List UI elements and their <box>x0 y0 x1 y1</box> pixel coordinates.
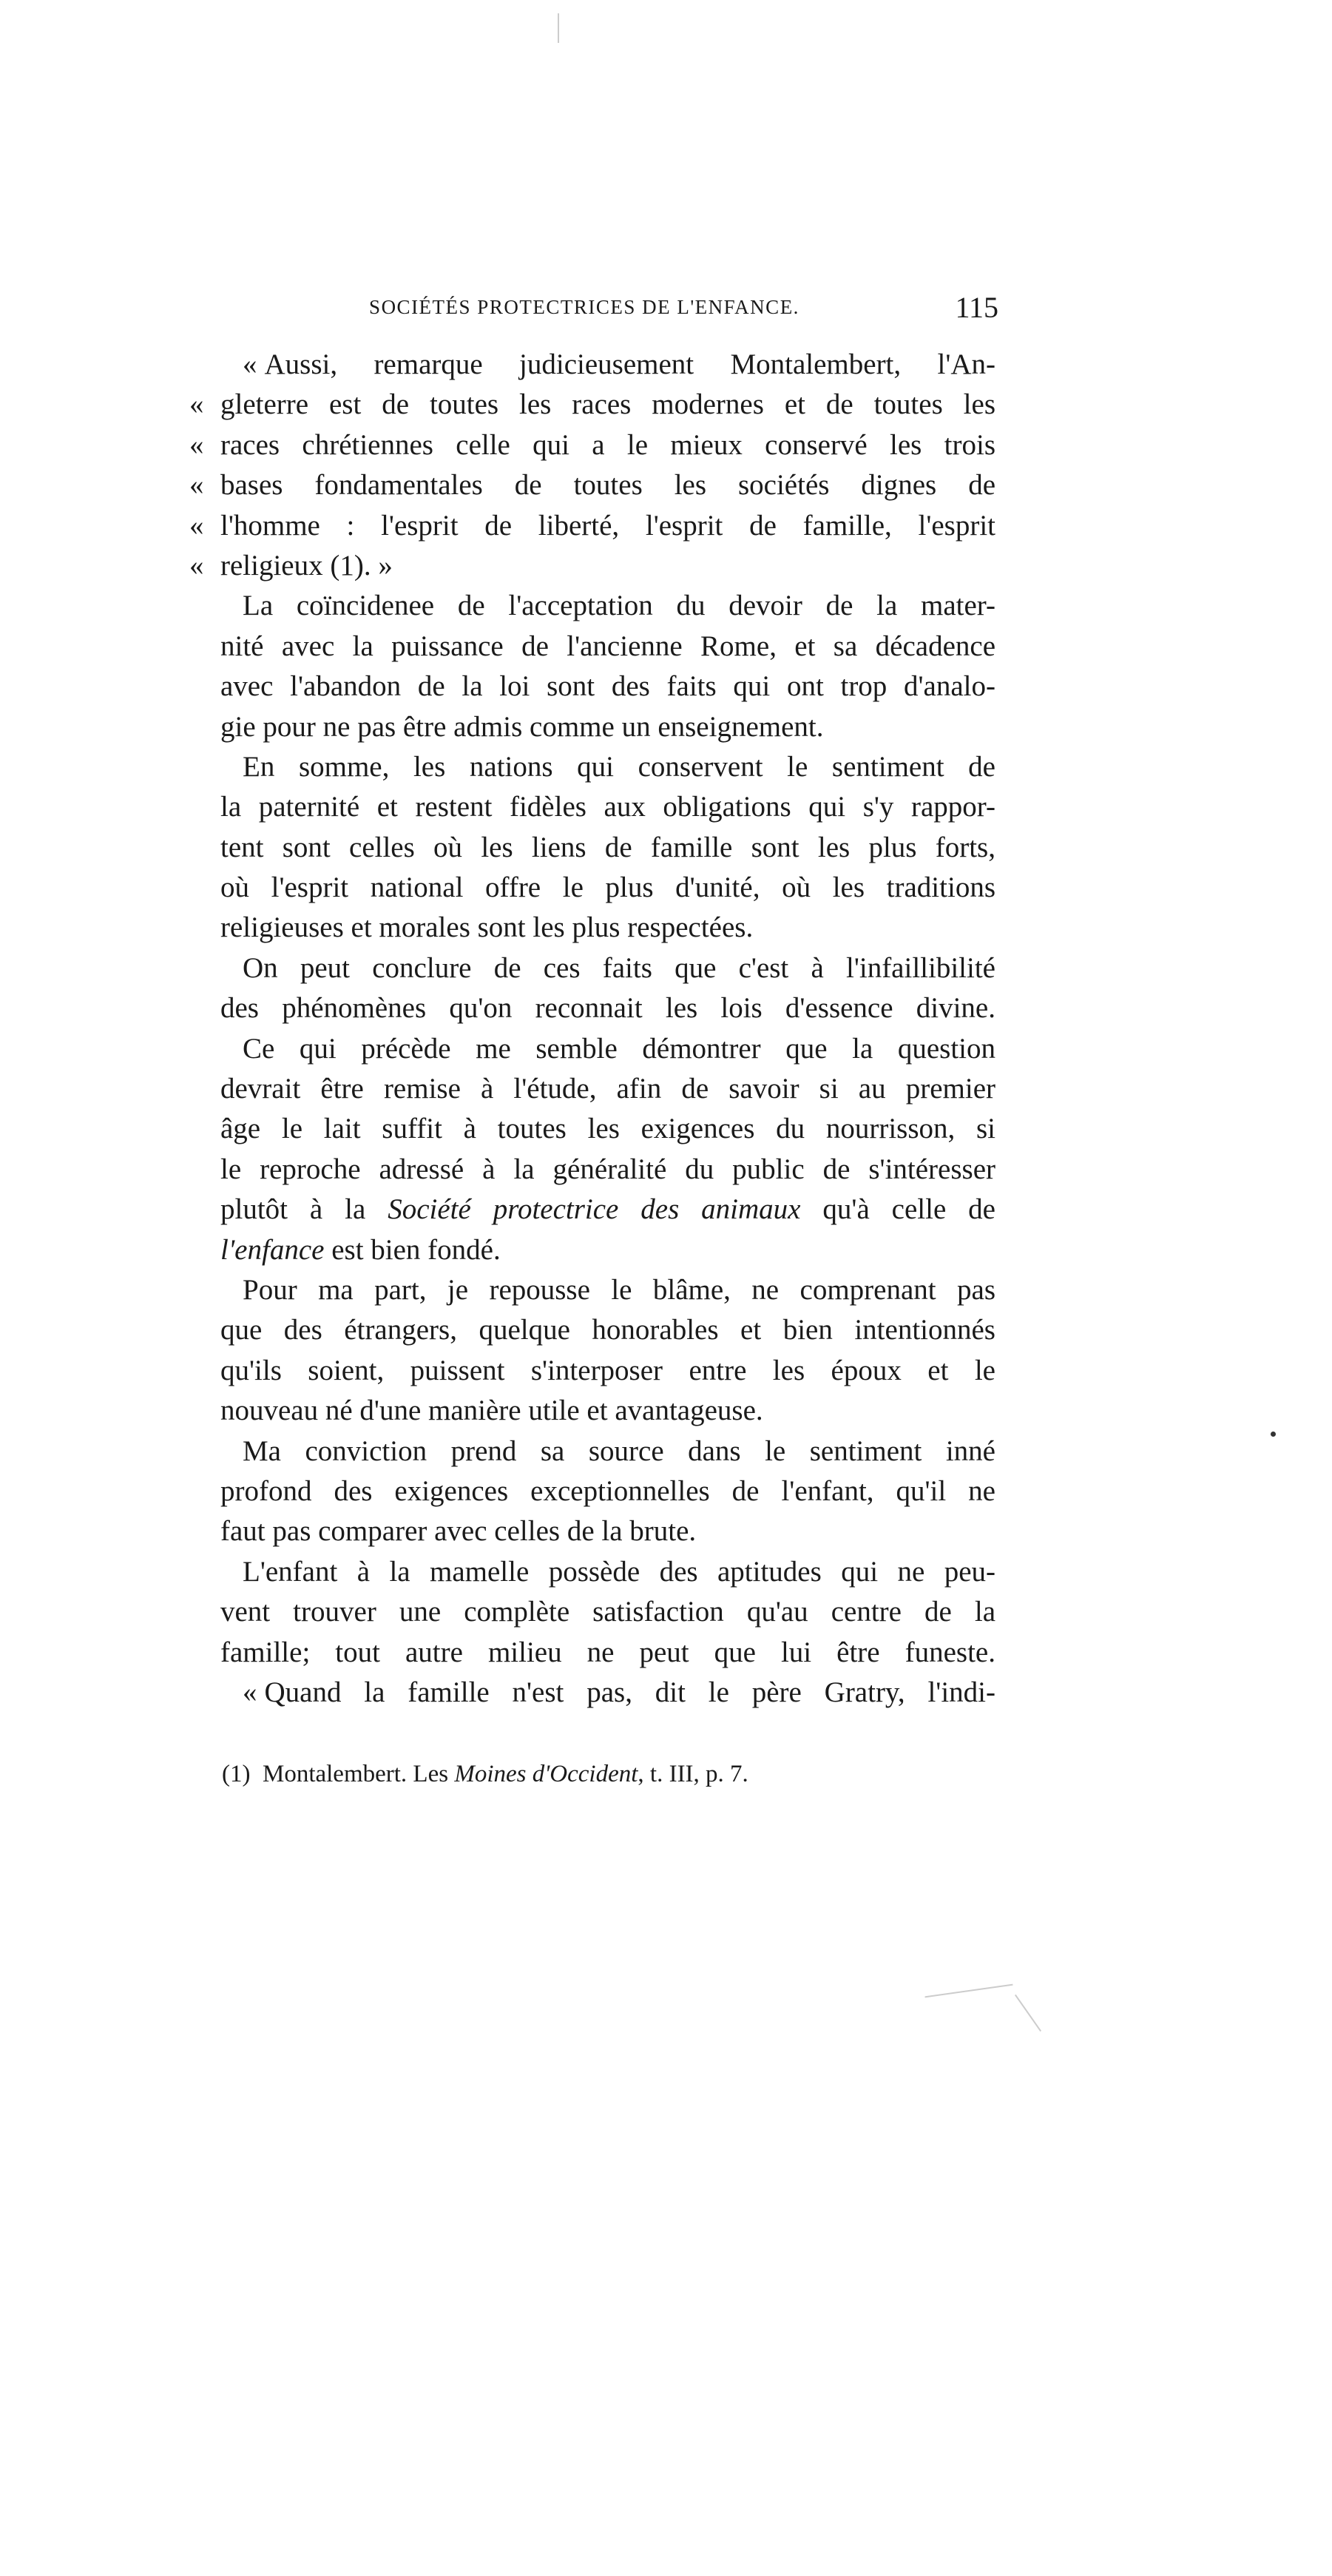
text-segment: Quand la famille n'est pas, dit le père Gratry, l'indi- <box>264 1676 995 1708</box>
text-segment: famille; tout autre milieu ne peut que lui être funeste. <box>220 1636 995 1668</box>
text-line <box>220 1552 995 1592</box>
quote-mark: « <box>189 388 204 421</box>
text-segment: Aussi, remarque judicieusement Montalembert, l'An- <box>264 348 995 380</box>
text-line <box>220 1432 995 1471</box>
scan-mark <box>558 13 559 43</box>
text-segment: nouveau né d'une manière utile et avantageuse. <box>220 1395 763 1427</box>
text-line <box>220 667 995 707</box>
text-line <box>189 546 995 586</box>
text-segment: Ce qui précède me semble démontrer que la question <box>243 1032 995 1065</box>
text-line <box>189 506 995 546</box>
footnote-author: Montalembert. Les <box>262 1761 455 1787</box>
text-line <box>220 1150 995 1190</box>
text-line <box>220 707 995 747</box>
running-title: SOCIÉTÉS PROTECTRICES DE L'ENFANCE. <box>369 296 799 318</box>
text-line <box>220 868 995 908</box>
text-segment: On peut conclure de ces faits que c'est à l'infaillibilité <box>243 951 995 984</box>
text-line <box>220 1310 995 1350</box>
text-segment: profond des exigences exceptionnelles de l'enfant, qu'il ne <box>220 1474 995 1507</box>
text-segment: qu'ils soient, puissent s'interposer entre les époux et le <box>220 1354 995 1386</box>
text-segment: bases fondamentales de toutes les sociétés dignes de <box>220 469 995 502</box>
scan-mark <box>924 1984 1012 1998</box>
text-segment: Ma conviction prend sa source dans le sentiment inné <box>243 1434 995 1467</box>
text-line <box>220 1471 995 1511</box>
text-line <box>220 1190 995 1230</box>
text-line <box>220 1029 995 1069</box>
text-line <box>220 1592 995 1632</box>
text-segment: L'enfant à la mamelle possède des aptitudes qui ne peu- <box>243 1555 995 1588</box>
quote-mark: « <box>189 509 204 542</box>
text-segment: âge le lait suffit à toutes les exigences du nourrisson, si <box>220 1113 995 1145</box>
text-segment: le reproche adressé à la généralité du public de s'intéresser <box>220 1153 995 1185</box>
text-segment: races chrétiennes celle qui a le mieux conservé les trois <box>220 428 995 461</box>
text-line <box>220 586 995 626</box>
text-line <box>220 1391 995 1431</box>
text-line <box>220 828 995 868</box>
quote-mark: « <box>189 549 204 581</box>
text-line <box>220 1270 995 1310</box>
text-line <box>220 1351 995 1391</box>
text-segment: des phénomènes qu'on reconnait les lois d'essence divine. <box>220 992 995 1025</box>
text-line <box>220 1633 995 1673</box>
text-segment: avec l'abandon de la loi sont des faits qui ont trop d'analo- <box>220 670 995 703</box>
footnote-rest: , t. III, p. 7. <box>638 1761 748 1787</box>
footnote-marker: (1) <box>222 1761 251 1787</box>
italic-text: l'enfance <box>220 1233 325 1266</box>
scan-mark <box>1271 1432 1276 1437</box>
text-segment: devrait être remise à l'étude, afin de savoir si au premier <box>220 1073 995 1105</box>
text-line <box>189 465 995 505</box>
footnote-title: Moines d'Occident <box>454 1761 638 1787</box>
text-line <box>220 345 995 385</box>
text-segment: En somme, les nations qui conservent le sentiment de <box>243 750 995 783</box>
text-segment: nité avec la puissance de l'ancienne Rome, et sa décadence <box>220 630 995 662</box>
text-segment: religieuses et morales sont les plus respectées. <box>220 911 754 944</box>
text-line <box>220 627 995 667</box>
italic-text: Société protectrice des animaux <box>388 1193 801 1226</box>
text-segment: tent sont celles où les liens de famille sont les plus forts, <box>220 831 995 863</box>
text-line <box>220 988 995 1028</box>
text-segment: que des étrangers, quelque honorables et bien intentionnés <box>220 1314 995 1346</box>
text-line <box>220 948 995 988</box>
text-line <box>220 747 995 787</box>
text-line <box>220 1109 995 1149</box>
text-line <box>220 908 995 948</box>
quote-mark: « <box>243 348 257 380</box>
body-text <box>189 345 995 1713</box>
text-line <box>220 1230 995 1270</box>
text-line <box>220 787 995 827</box>
scan-mark <box>1015 1995 1041 2032</box>
quote-mark: « <box>243 1676 257 1708</box>
text-segment: religieux (1). » <box>220 549 393 581</box>
text-segment: Pour ma part, je repousse le blâme, ne comprenant pas <box>243 1273 995 1306</box>
text-segment: faut pas comparer avec celles de la brute. <box>220 1515 697 1548</box>
text-line <box>189 425 995 465</box>
text-segment: gleterre est de toutes les races modernes et de toutes les <box>220 388 995 421</box>
text-segment: plutôt à la <box>220 1193 388 1226</box>
text-segment: la paternité et restent fidèles aux obligations qui s'y rappor- <box>220 791 995 823</box>
text-segment: où l'esprit national offre le plus d'unité, où les traditions <box>220 871 995 904</box>
text-segment: qu'à celle de <box>800 1193 995 1226</box>
page-number: 115 <box>955 291 998 324</box>
quote-mark: « <box>189 428 204 461</box>
text-segment: La coïncidenee de l'acceptation du devoir de la mater- <box>243 590 995 622</box>
text-segment: l'homme : l'esprit de liberté, l'esprit de famille, l'esprit <box>220 509 995 542</box>
text-line <box>189 385 995 425</box>
footnote <box>222 1761 748 1788</box>
quote-mark: « <box>189 469 204 502</box>
text-line <box>220 1069 995 1109</box>
text-line <box>220 1511 995 1551</box>
text-line <box>220 1673 995 1713</box>
text-segment: est bien fondé. <box>324 1233 501 1266</box>
text-segment: gie pour ne pas être admis comme un enseignement. <box>220 710 824 743</box>
text-segment: vent trouver une complète satisfaction qu'au centre de la <box>220 1596 995 1628</box>
